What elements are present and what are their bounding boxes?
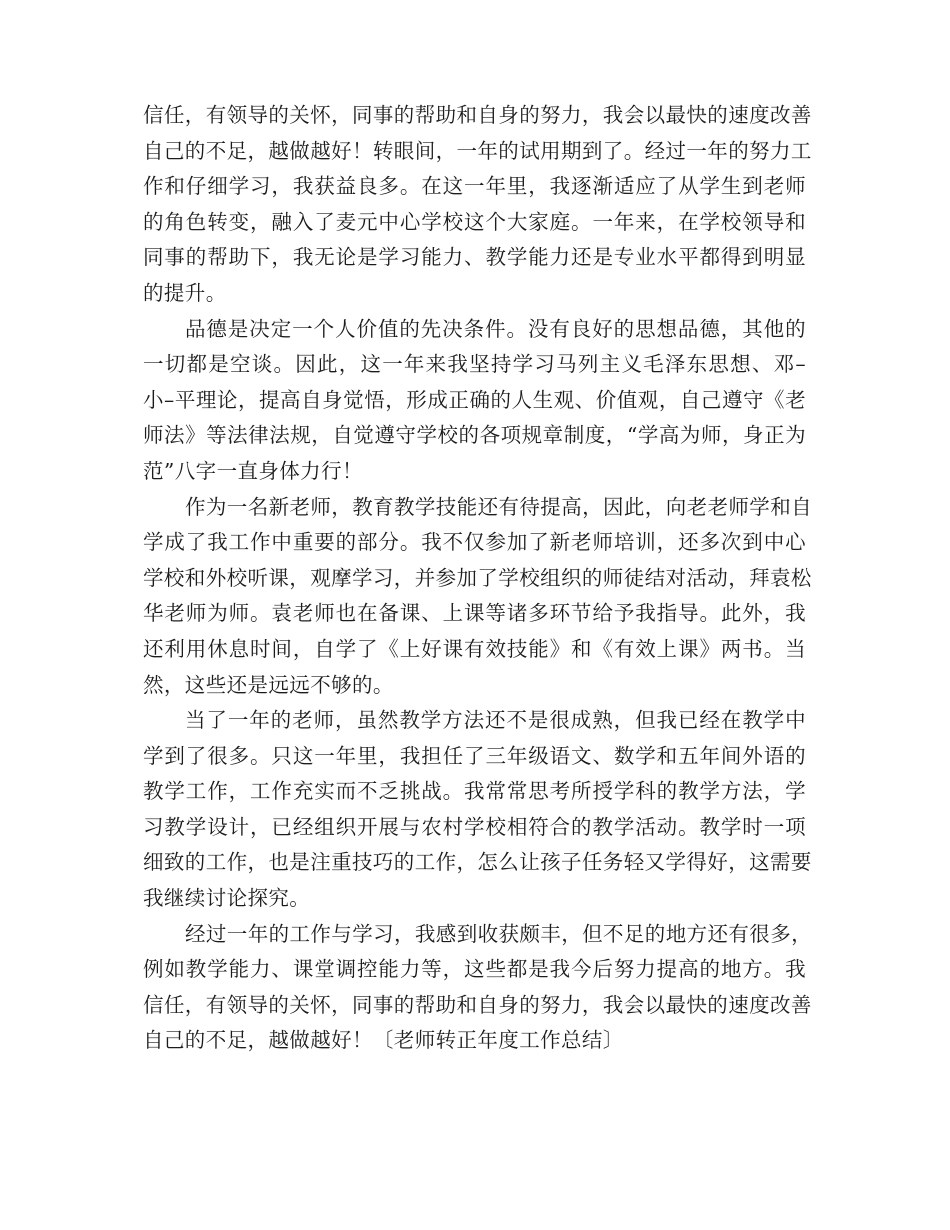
text-line: 一切都是空谈。因此，这一年来我坚持学习马列主义毛泽东思想、邓– [143,352,806,377]
text-line: 经过一年的工作与学习，我感到收获颇丰，但不足的地方还有很多， [185,921,812,946]
text-line: 品德是决定一个人价值的先决条件。没有良好的思想品德，其他的 [185,316,806,341]
paragraph [143,917,812,1059]
text-line: 学成了我工作中重要的部分。我不仅参加了新老师培训，还多次到中心 [143,530,806,555]
text-line: 小–平理论，提高自身觉悟，形成正确的人生观、价值观，自己遵守《老 [143,387,806,412]
text-line: 学到了很多。只这一年里，我担任了三年级语文、数学和五年间外语的 [143,743,806,768]
text-line: 教学工作，工作充实而不乏挑战。我常常思考所授学科的教学方法，学 [143,779,806,804]
text-line: 华老师为师。袁老师也在备课、上课等诸多环节给予我指导。此外，我 [143,601,806,626]
text-line: 自己的不足，越做越好！〔老师转正年度工作总结〕 [143,1028,624,1053]
text-line: 作为一名新老师，教育教学技能还有待提高，因此，向老老师学和自 [185,494,812,519]
text-line: 习教学设计，已经组织开展与农村学校相符合的教学活动。教学时一项 [143,814,806,839]
text-line: 细致的工作，也是注重技巧的工作，怎么让孩子任务轻又学得好，这需要 [143,850,812,875]
text-line: 信任，有领导的关怀，同事的帮助和自身的努力，我会以最快的速度改善 [143,103,812,127]
text-line: 我继续讨论探究。 [143,886,311,911]
paragraph [143,98,812,312]
text-line: 范”八字一直身体力行！ [143,458,363,483]
text-line: 的提升。 [143,280,227,305]
text-line: 作和仔细学习，我获益良多。在这一年里，我逐渐适应了从学生到老师 [143,174,806,199]
paragraph [143,703,812,917]
text-line: 的角色转变，融入了麦元中心学校这个大家庭。一年来，在学校领导和 [143,209,806,234]
text-line: 自己的不足，越做越好！转眼间，一年的试用期到了。经过一年的努力工 [143,138,812,163]
text-line: 学校和外校听课，观摩学习，并参加了学校组织的师徒结对活动，拜袁松 [143,565,812,590]
text-line: 还利用休息时间，自学了《上好课有效技能》和《有效上课》两书。当 [143,636,806,661]
text-line: 信任，有领导的关怀，同事的帮助和自身的努力，我会以最快的速度改善 [143,992,812,1017]
text-line: 然，这些还是远远不够的。 [143,672,394,697]
paragraph [143,312,806,490]
text-line: 当了一年的老师，虽然教学方法还不是很成熟，但我已经在教学中 [185,708,806,733]
text-line: 例如教学能力、课堂调控能力等，这些都是我今后努力提高的地方。我 [143,957,806,982]
text-line: 师法》等法律法规，自觉遵守学校的各项规章制度，“学高为师，身正为 [143,423,806,448]
text-line: 同事的帮助下，我无论是学习能力、教学能力还是专业水平都得到明显 [143,245,806,270]
paragraph [143,490,812,704]
document-body [143,98,812,1059]
